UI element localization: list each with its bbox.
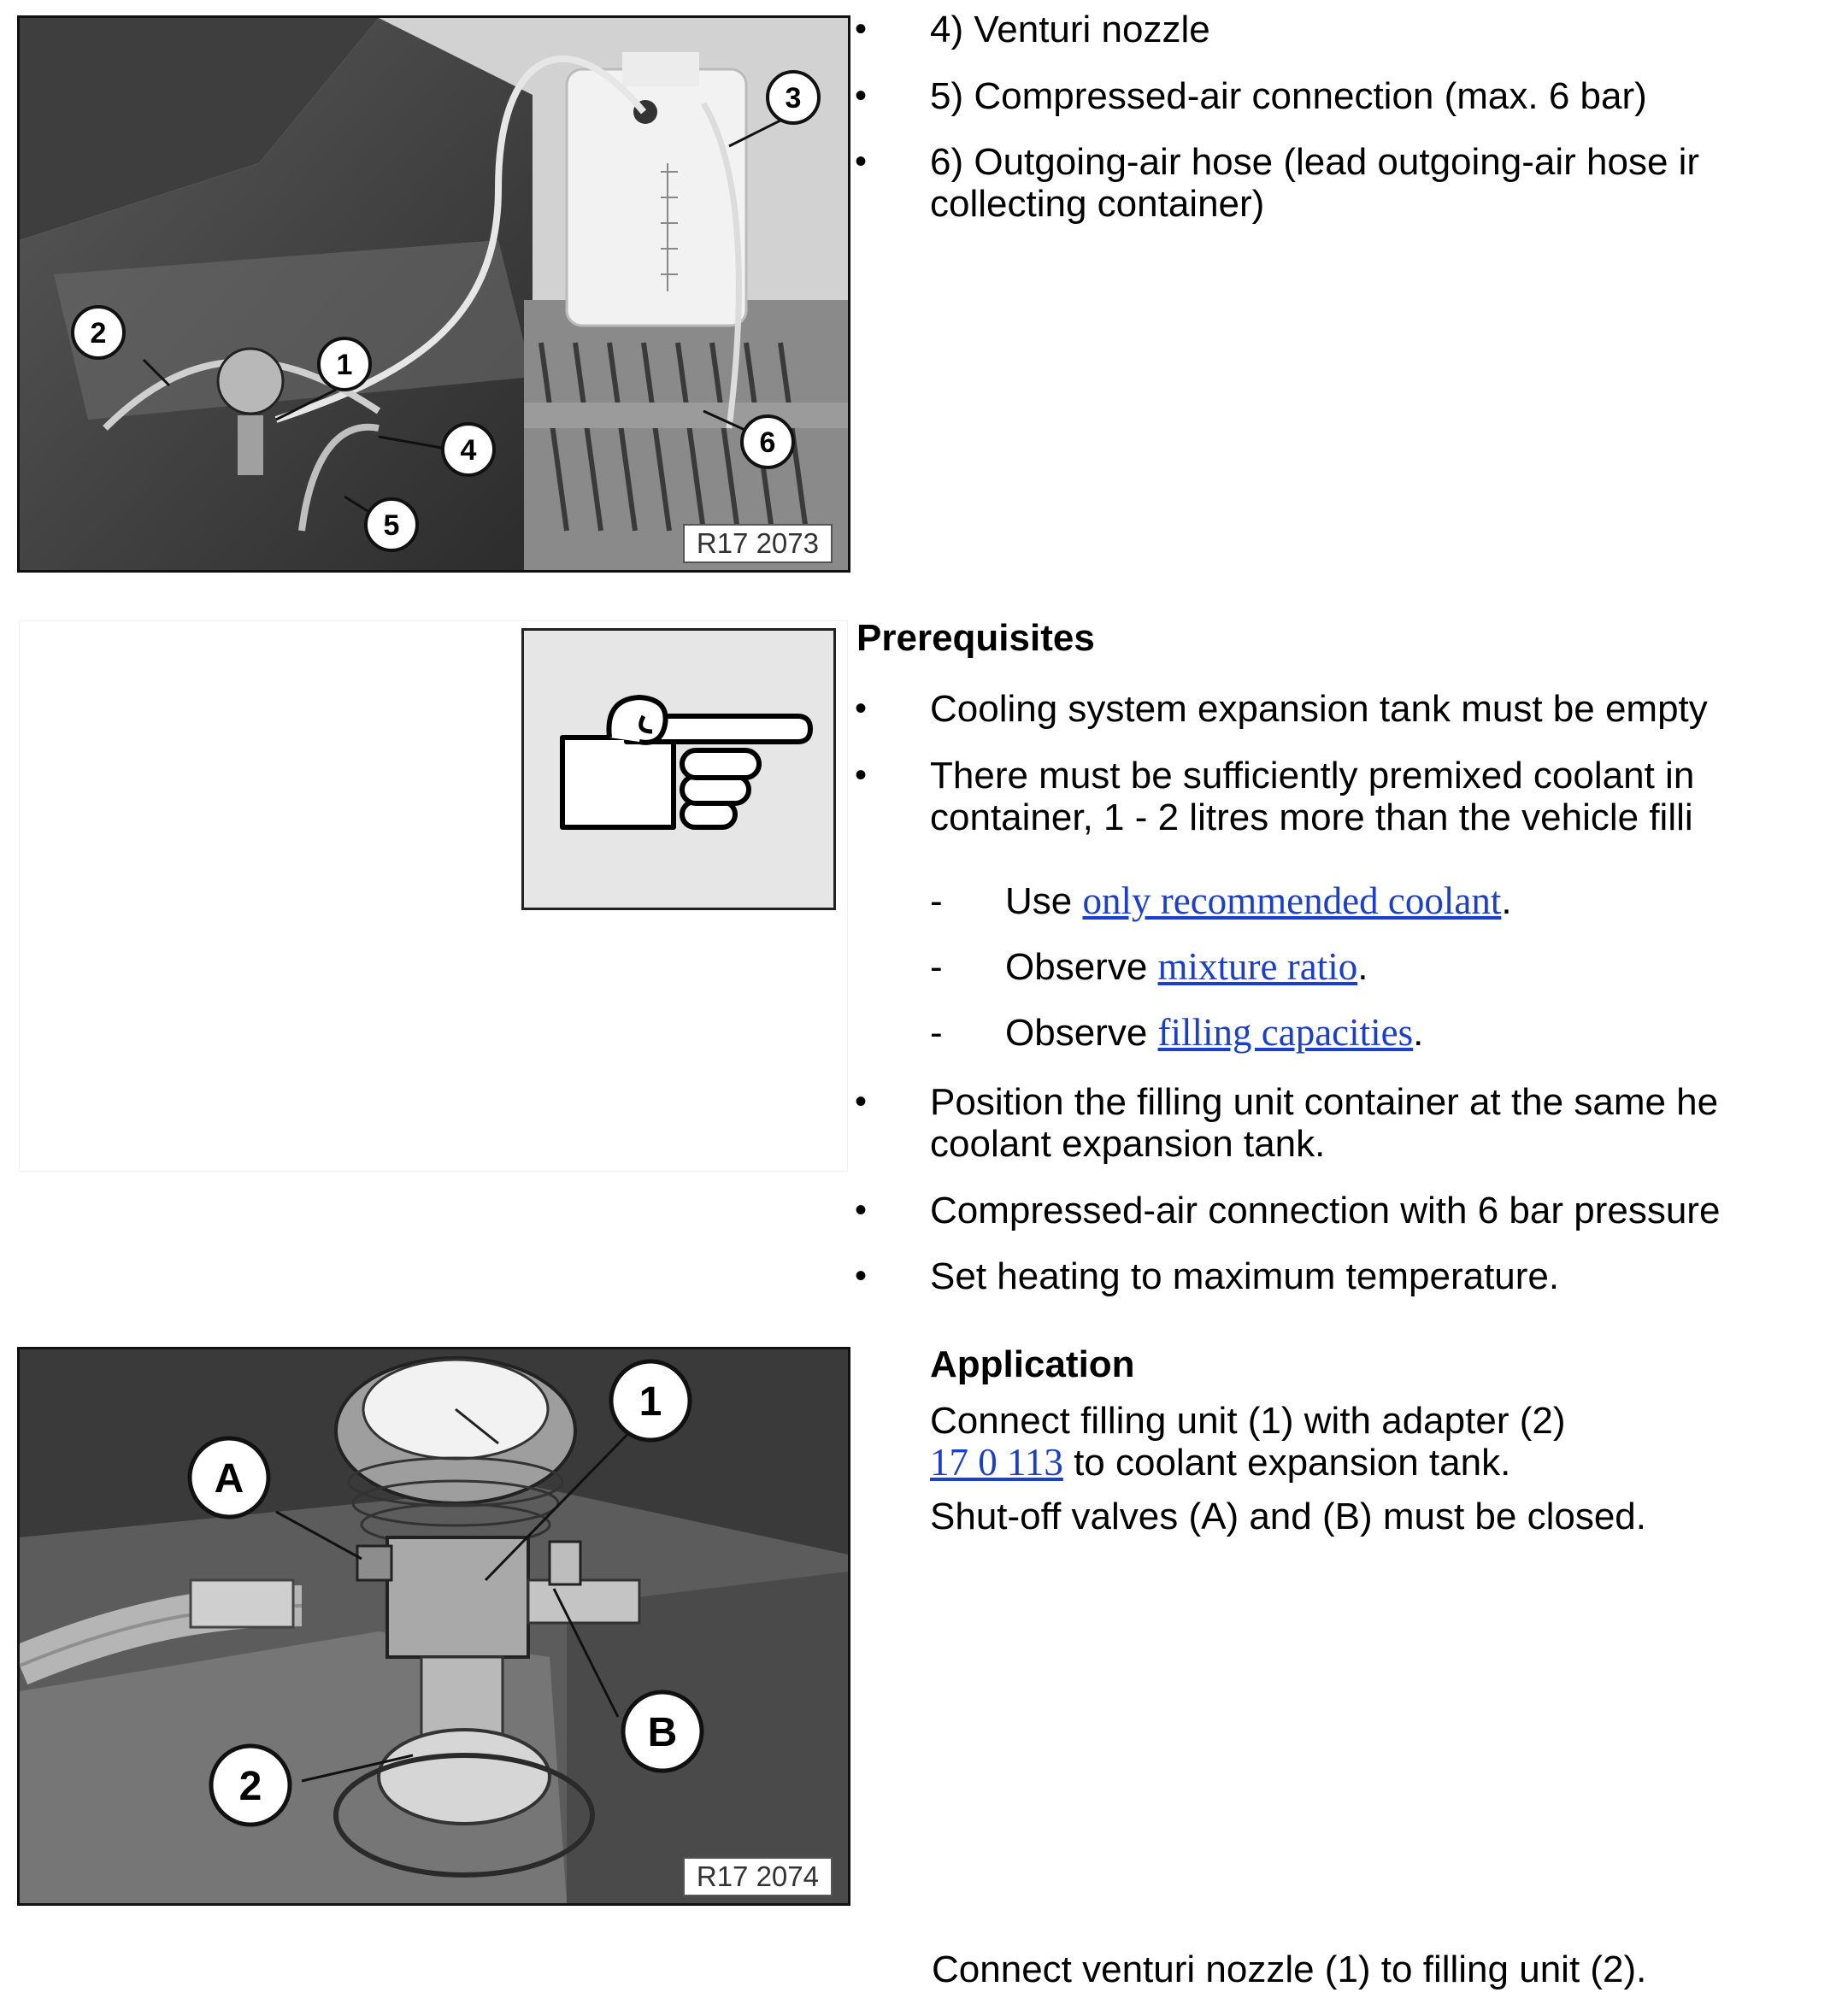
sub-item-text: Observe xyxy=(1005,946,1158,988)
callout-2: 2 xyxy=(238,1764,262,1809)
figure-bottom xyxy=(17,1347,850,1906)
pointing-hand-icon xyxy=(524,631,833,908)
sub-item-text: Use xyxy=(1005,880,1083,922)
bullet-icon: • xyxy=(855,10,868,48)
list-item-text: collecting container) xyxy=(930,183,1265,225)
bullet-icon: • xyxy=(855,1257,868,1295)
hint-box xyxy=(521,628,836,910)
link-adapter-170113[interactable]: 17 0 113 xyxy=(930,1442,1063,1484)
figure-bottom-illustration xyxy=(20,1349,848,1903)
bullet-icon: • xyxy=(855,690,868,727)
list-item-text: 4) Venturi nozzle xyxy=(930,9,1210,50)
bullet-icon: • xyxy=(855,756,868,794)
figure-top-code: R17 2073 xyxy=(683,524,833,563)
link-recommended-coolant[interactable]: only recommended coolant xyxy=(1082,880,1502,922)
figure-top xyxy=(17,15,850,573)
bullet-icon: • xyxy=(855,1083,868,1120)
callout-B: B xyxy=(647,1710,678,1755)
figure-bottom-code: R17 2074 xyxy=(683,1857,833,1896)
callout-A: A xyxy=(214,1456,244,1502)
list-item-text: 5) Compressed-air connection (max. 6 bar) xyxy=(930,75,1647,117)
application-line-2: 17 0 113 to coolant expansion tank. xyxy=(930,1442,1511,1484)
list-item-text: coolant expansion tank. xyxy=(930,1123,1326,1165)
callout-1: 1 xyxy=(639,1379,662,1425)
figure-top-illustration xyxy=(20,18,848,570)
list-item-text: Cooling system expansion tank must be empty xyxy=(930,688,1708,730)
callout-3: 3 xyxy=(785,82,802,115)
application-line-3: Shut-off valves (A) and (B) must be closed. xyxy=(930,1496,1646,1537)
bullet-icon: • xyxy=(855,143,868,180)
list-item-text: Position the filling unit container at the same he xyxy=(930,1081,1719,1123)
application-line-1: Connect filling unit (1) with adapter (2) xyxy=(930,1400,1566,1442)
prerequisites-list: • Cooling system expansion tank must be empty • There must be sufficiently premixed coolant in container, 1 - 2 litres more than the vehicle filli - Use only recommended coolant. - Observe mixture ratio. - Observe filling capacities. • Position the filling unit container at the same he coolant expansion tank. • Compressed-air connection with 6 bar pressure • Set heating to maximum temperature. xyxy=(855,688,1842,1303)
bullet-icon: • xyxy=(855,1191,868,1229)
sub-item-text: Observe xyxy=(1005,1012,1158,1054)
callout-1: 1 xyxy=(336,349,353,381)
list-item-text: Set heating to maximum temperature. xyxy=(930,1255,1560,1297)
list-item-text: container, 1 - 2 litres more than the vehicle filli xyxy=(930,796,1693,838)
link-mixture-ratio[interactable]: mixture ratio xyxy=(1157,946,1358,988)
bullet-icon: • xyxy=(855,77,868,115)
callout-2: 2 xyxy=(90,317,107,350)
link-filling-capacities[interactable]: filling capacities xyxy=(1157,1012,1414,1054)
list-item-text: 6) Outgoing-air hose (lead outgoing-air hose ir xyxy=(930,141,1700,183)
prerequisites-heading: Prerequisites xyxy=(856,617,1095,659)
footer-instruction: Connect venturi nozzle (1) to filling unit (2). xyxy=(932,1948,1647,1990)
list-item-text: There must be sufficiently premixed coolant in xyxy=(930,755,1695,796)
application-heading: Application xyxy=(930,1343,1135,1385)
callout-5: 5 xyxy=(383,509,400,542)
callout-4: 4 xyxy=(460,434,477,467)
list-item-text: Compressed-air connection with 6 bar pressure xyxy=(930,1190,1721,1231)
top-list xyxy=(855,9,1842,231)
callout-6: 6 xyxy=(759,426,776,459)
